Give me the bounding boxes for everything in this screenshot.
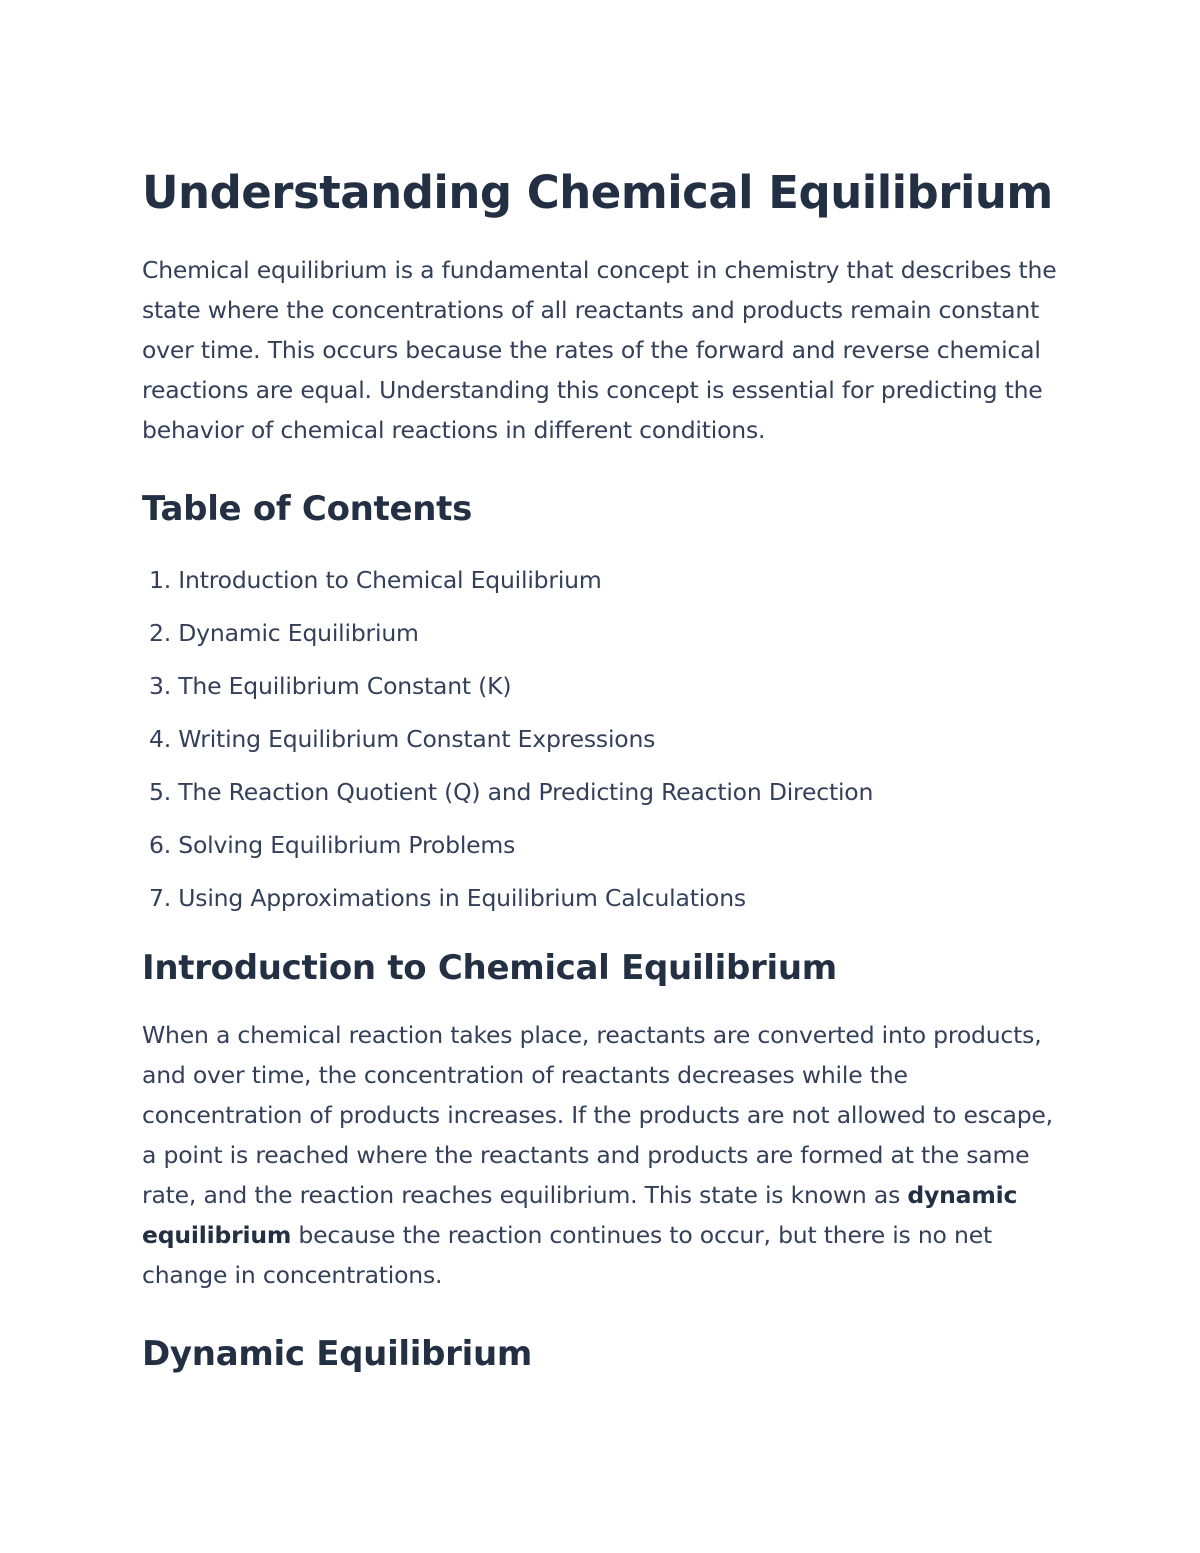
toc-item[interactable] bbox=[142, 713, 1072, 766]
intro-paragraph: Chemical equilibrium is a fundamental concept in chemistry that describes the state where the concentrations of all reactants and products remain constant over time. This occurs because the rates of the forward and reverse chemical reactions are equal. Understanding this concept is essential for predicting the behavior of chemical reactions in different conditions. bbox=[142, 256, 1057, 444]
toc-item[interactable] bbox=[142, 607, 1072, 660]
toc-item-number: 7. bbox=[148, 884, 171, 912]
toc-item-label: The Equilibrium Constant (K) bbox=[178, 672, 512, 700]
bold-term: dynamic equilibrium bbox=[142, 1181, 1018, 1249]
toc-item-number: 5. bbox=[148, 778, 171, 806]
toc-item-label: Using Approximations in Equilibrium Calculations bbox=[178, 884, 746, 912]
toc-item[interactable] bbox=[142, 660, 1072, 713]
section-heading-introduction: Introduction to Chemical Equilibrium bbox=[142, 948, 837, 988]
table-of-contents bbox=[142, 554, 1072, 925]
toc-item-number: 3. bbox=[148, 672, 171, 700]
toc-item[interactable] bbox=[142, 554, 1072, 607]
paragraph-text: When a chemical reaction takes place, reactants are converted into products, and over time, the concentration of reactants decreases while the concentration of products increases. If the products are not allowed to escape, a point is reached where the reactants and products are formed at the same rate, and the reaction reaches equilibrium. This state is known as bbox=[142, 1021, 1053, 1209]
toc-heading: Table of Contents bbox=[142, 489, 473, 529]
page-title: Understanding Chemical Equilibrium bbox=[142, 166, 1053, 219]
toc-item[interactable] bbox=[142, 766, 1072, 819]
introduction-paragraph bbox=[142, 1015, 1072, 1295]
toc-item-label: Dynamic Equilibrium bbox=[178, 619, 419, 647]
section-heading-dynamic-equilibrium: Dynamic Equilibrium bbox=[142, 1334, 533, 1374]
toc-item-number: 4. bbox=[148, 725, 171, 753]
document-page bbox=[142, 160, 1072, 1379]
toc-item-label: Introduction to Chemical Equilibrium bbox=[178, 566, 602, 594]
toc-item[interactable] bbox=[142, 819, 1072, 872]
toc-item[interactable] bbox=[142, 872, 1072, 925]
toc-item-number: 6. bbox=[148, 831, 171, 859]
toc-item-number: 1. bbox=[148, 566, 171, 594]
paragraph-text: because the reaction continues to occur, but there is no net change in concentrations. bbox=[142, 1221, 992, 1289]
toc-item-number: 2. bbox=[148, 619, 171, 647]
toc-item-label: Writing Equilibrium Constant Expressions bbox=[178, 725, 656, 753]
toc-item-label: The Reaction Quotient (Q) and Predicting Reaction Direction bbox=[178, 778, 874, 806]
toc-item-label: Solving Equilibrium Problems bbox=[178, 831, 516, 859]
